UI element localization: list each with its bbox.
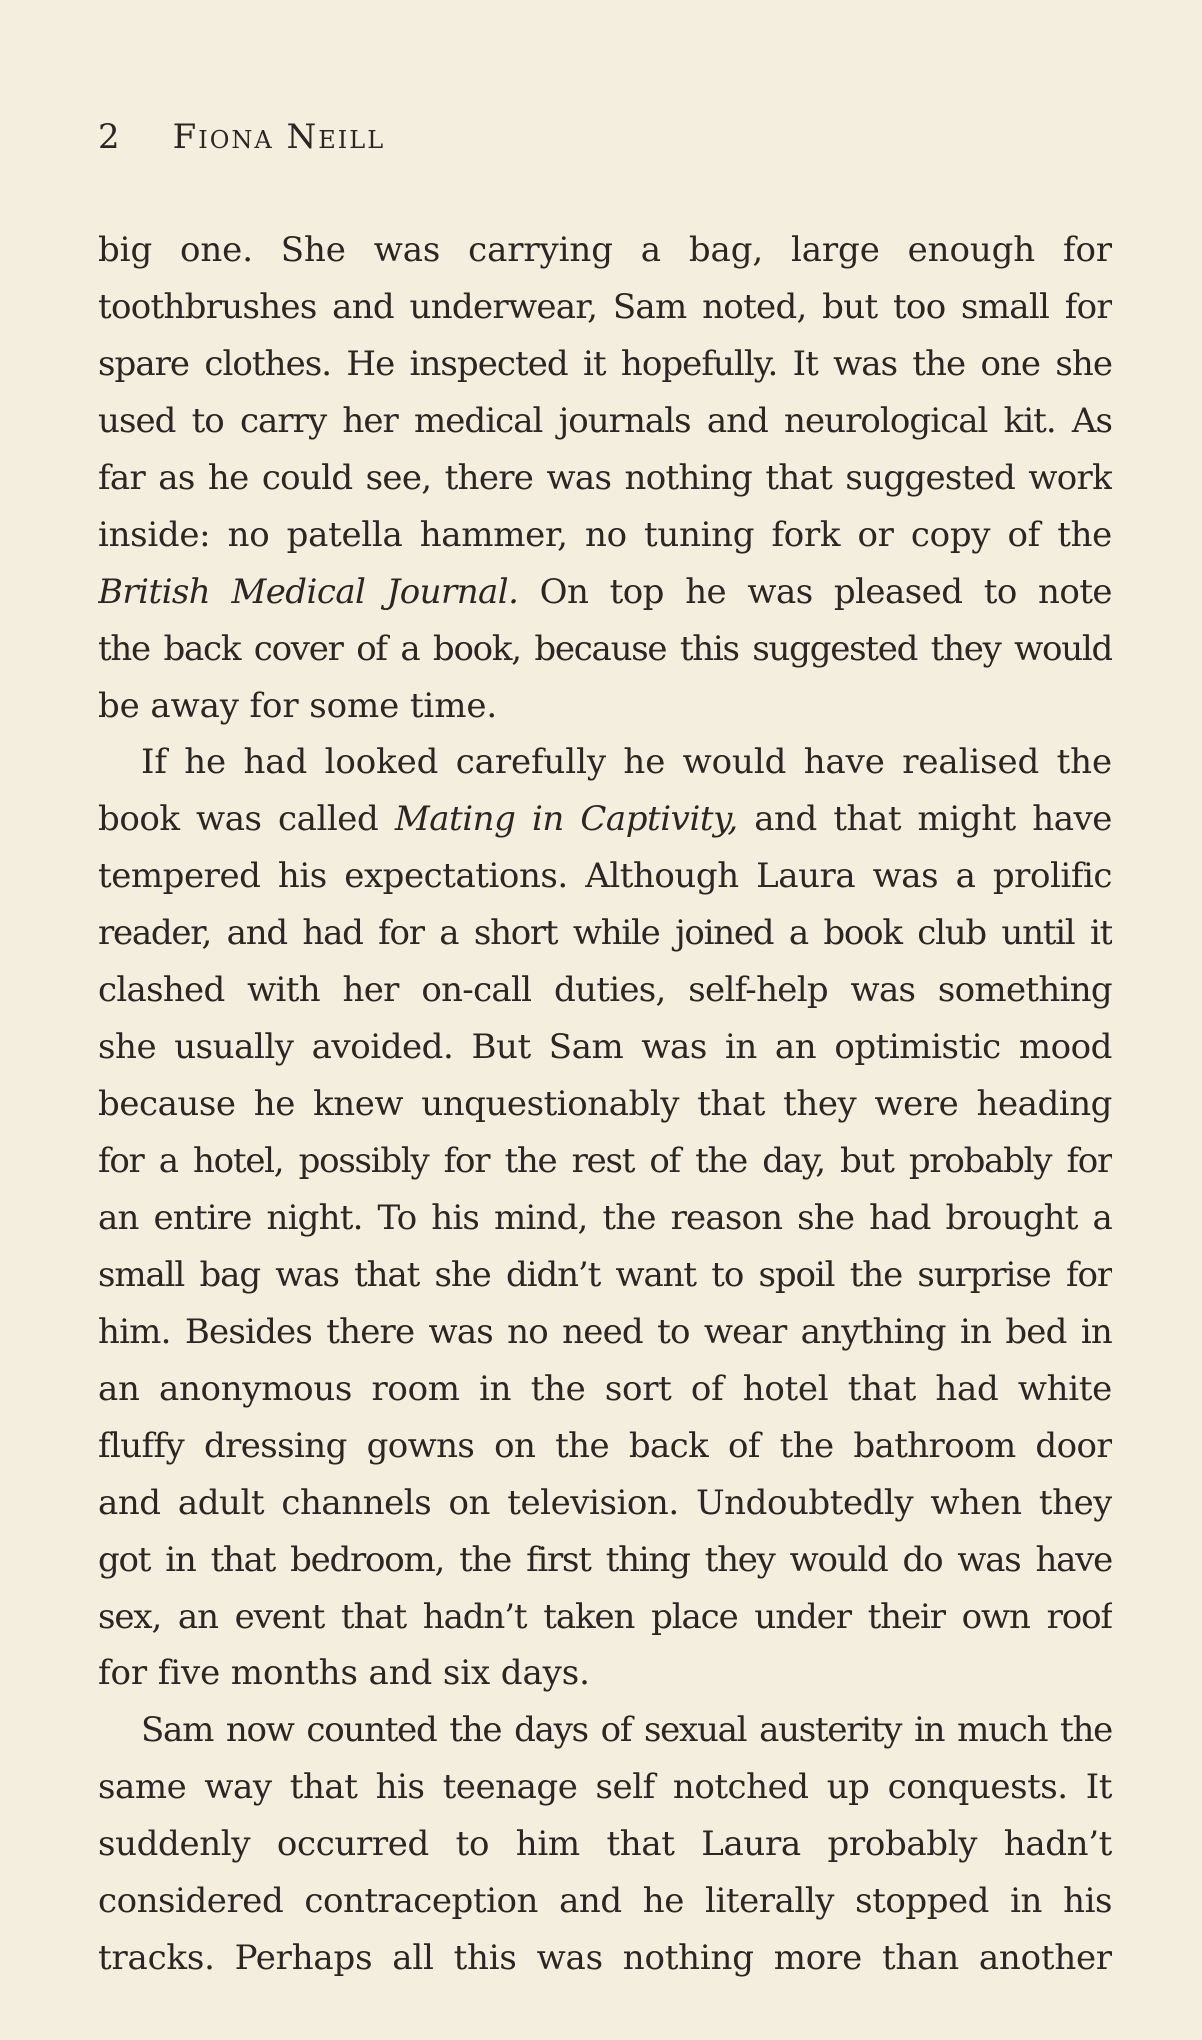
italic-title: Mating in Captivity, <box>394 799 738 840</box>
italic-title: British Medical Journal. <box>98 571 519 612</box>
text-line <box>98 791 1112 848</box>
text-line: she usually avoided. But Sam was in an optimistic mood <box>98 1027 1112 1068</box>
text-line: sex, an event that hadn’t taken place under their own roof <box>98 1596 1112 1637</box>
text-line: for a hotel, possibly for the rest of the day, but probably for <box>98 1141 1112 1181</box>
text-line-post: On top he was pleased to note <box>518 571 1112 612</box>
text-line: clashed with her on-call duties, self-help was something <box>98 970 1112 1011</box>
text-line-post: and that might have <box>737 799 1112 840</box>
text-line: inside: no patella hammer, no tuning fork or copy of the <box>98 514 1112 555</box>
page-number: 2 <box>98 117 121 157</box>
text-line: big one. She was carrying a bag, large enough for <box>98 230 1112 270</box>
text-line: the back cover of a book, because this suggested they would <box>98 628 1112 669</box>
text-line-pre: book was called <box>98 799 395 840</box>
text-line: same way that his teenage self notched up conquests. It <box>98 1767 1112 1808</box>
text-line: because he knew unquestionably that they were heading <box>98 1084 1112 1125</box>
text-line: reader, and had for a short while joined a book club until it <box>98 913 1112 954</box>
author-name: Fiona Neill <box>172 117 386 157</box>
text-line: an entire night. To his mind, the reason she had brought a <box>98 1197 1112 1238</box>
text-line: spare clothes. He inspected it hopefully. It was the one she <box>98 343 1112 384</box>
text-line: got in that bedroom, the first thing they would do was have <box>98 1539 1112 1580</box>
text-line: toothbrushes and underwear, Sam noted, but too small for <box>98 286 1112 327</box>
running-head <box>98 112 385 162</box>
text-line <box>98 564 1112 621</box>
text-line: him. Besides there was no need to wear anything in bed in <box>98 1311 1112 1352</box>
text-line: fluffy dressing gowns on the back of the bathroom door <box>98 1425 1112 1466</box>
text-line: suddenly occurred to him that Laura probably hadn’t <box>98 1824 1112 1865</box>
text-line: used to carry her medical journals and neurological kit. As <box>98 400 1112 441</box>
text-line: considered contraception and he literally stopped in his <box>98 1881 1112 1922</box>
text-line: and adult channels on television. Undoubtedly when they <box>98 1482 1112 1523</box>
body-text <box>98 222 1112 1987</box>
text-line: Sam now counted the days of sexual austerity in much the <box>141 1710 1112 1751</box>
text-line: If he had looked carefully he would have realised the <box>141 742 1112 783</box>
text-line: small bag was that she didn’t want to spoil the surprise for <box>98 1254 1112 1295</box>
text-line: tracks. Perhaps all this was nothing more than another <box>98 1938 1112 1979</box>
text-line: for five months and six days. <box>98 1653 590 1694</box>
text-line: be away for some time. <box>98 685 498 726</box>
text-line: tempered his expectations. Although Laura was a prolific <box>98 856 1112 897</box>
text-line: far as he could see, there was nothing that suggested work <box>98 457 1112 498</box>
text-line: an anonymous room in the sort of hotel that had white <box>98 1368 1112 1409</box>
